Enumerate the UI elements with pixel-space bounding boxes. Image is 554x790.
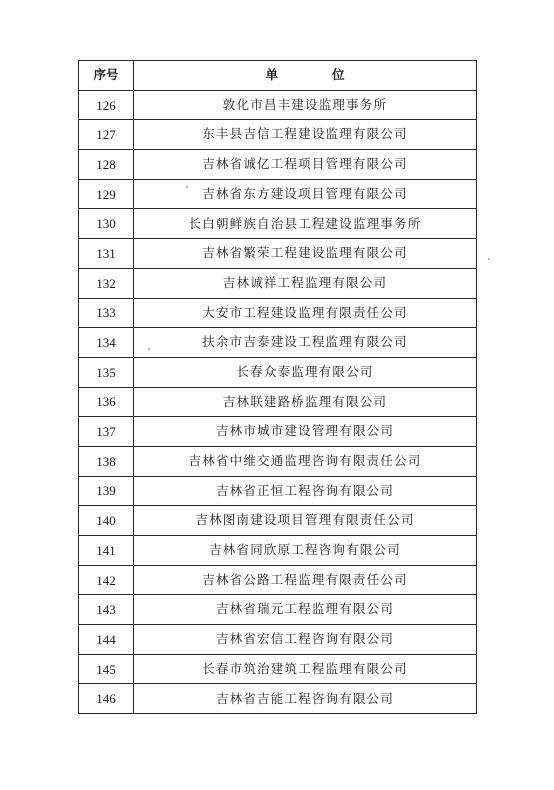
row-unit-name: 扶余市吉泰建设工程监理有限公司 (134, 328, 477, 358)
row-unit-name: 吉林省宏信工程咨询有限公司 (134, 625, 477, 655)
table-row (79, 90, 477, 120)
row-index: 126 (79, 90, 134, 120)
table-row (79, 150, 477, 180)
row-unit-name: 吉林省东方建设项目管理有限公司 (134, 179, 477, 209)
row-index: 145 (79, 654, 134, 684)
row-unit-name: 长白朝鲜族自治县工程建设监理事务所 (134, 209, 477, 239)
row-unit-name: 东丰县吉信工程建设监理有限公司 (134, 120, 477, 150)
row-unit-name: 吉林市城市建设管理有限公司 (134, 417, 477, 447)
row-unit-name: 吉林省瑞元工程监理有限公司 (134, 595, 477, 625)
row-index: 133 (79, 298, 134, 328)
row-index: 146 (79, 684, 134, 714)
table-row (79, 120, 477, 150)
row-index: 140 (79, 506, 134, 536)
table-row (79, 506, 477, 536)
row-index: 131 (79, 239, 134, 269)
index-column-header: 序号 (79, 61, 134, 91)
row-unit-name: 吉林省同欣原工程咨询有限公司 (134, 536, 477, 566)
row-unit-name: 敦化市昌丰建设监理事务所 (134, 90, 477, 120)
row-unit-name: 吉林联建路桥监理有限公司 (134, 387, 477, 417)
row-index: 137 (79, 417, 134, 447)
unit-column-header (134, 61, 477, 91)
row-index: 127 (79, 120, 134, 150)
row-unit-name: 吉林省公路工程监理有限责任公司 (134, 565, 477, 595)
row-index: 141 (79, 536, 134, 566)
table-row (79, 654, 477, 684)
row-index: 139 (79, 476, 134, 506)
unit-list-table (78, 60, 477, 714)
unit-column-header-part2: 位 (332, 67, 345, 83)
row-unit-name: 吉林省繁荣工程建设监理有限公司 (134, 239, 477, 269)
row-index: 129 (79, 179, 134, 209)
row-unit-name: 吉林诚祥工程监理有限公司 (134, 268, 477, 298)
scan-speck (148, 348, 150, 350)
table-row (79, 239, 477, 269)
table-row (79, 298, 477, 328)
row-unit-name: 吉林省正恒工程咨询有限公司 (134, 476, 477, 506)
table-row (79, 625, 477, 655)
table-row (79, 357, 477, 387)
table-row (79, 268, 477, 298)
table-row (79, 565, 477, 595)
row-unit-name: 吉林省吉能工程咨询有限公司 (134, 684, 477, 714)
row-unit-name: 吉林省中维交通监理咨询有限责任公司 (134, 446, 477, 476)
row-index: 135 (79, 357, 134, 387)
row-unit-name: 吉林图南建设项目管理有限责任公司 (134, 506, 477, 536)
table-row (79, 476, 477, 506)
table-row (79, 595, 477, 625)
scan-speck (488, 258, 490, 260)
table-row (79, 536, 477, 566)
row-unit-name: 长春市筑治建筑工程监理有限公司 (134, 654, 477, 684)
row-index: 130 (79, 209, 134, 239)
row-unit-name: 吉林省诚亿工程项目管理有限公司 (134, 150, 477, 180)
scan-speck (186, 186, 188, 188)
row-index: 128 (79, 150, 134, 180)
row-unit-name: 长春众泰监理有限公司 (134, 357, 477, 387)
row-index: 144 (79, 625, 134, 655)
table-row (79, 417, 477, 447)
table-row (79, 179, 477, 209)
table-header-row (79, 61, 477, 91)
row-index: 132 (79, 268, 134, 298)
row-index: 138 (79, 446, 134, 476)
table-row (79, 209, 477, 239)
table-row (79, 446, 477, 476)
table-row (79, 387, 477, 417)
table-row (79, 328, 477, 358)
row-index: 134 (79, 328, 134, 358)
row-index: 142 (79, 565, 134, 595)
row-index: 143 (79, 595, 134, 625)
table-row (79, 684, 477, 714)
row-index: 136 (79, 387, 134, 417)
row-unit-name: 大安市工程建设监理有限责任公司 (134, 298, 477, 328)
unit-column-header-part1: 单 (265, 67, 278, 83)
